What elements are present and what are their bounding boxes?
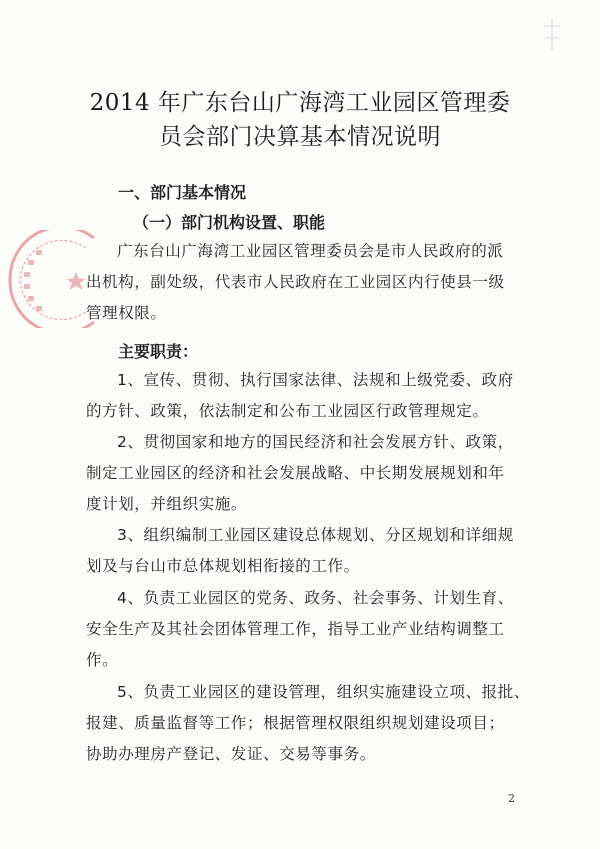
- paragraph-duty-1: [86, 365, 526, 427]
- paragraph-line: 广东台山广海湾工业园区管理委员会是市人民政府的派: [117, 242, 504, 260]
- paragraph-line: 度计划，并组织实施。: [86, 495, 248, 513]
- paragraph-line: 1、宣传、贯彻、执行国家法律、法规和上级党委、政府: [117, 371, 514, 389]
- corner-mark-icon: [536, 14, 566, 54]
- paragraph-line: 出机构，副处级，代表市人民政府在工业园区内行使县一级: [86, 273, 505, 291]
- paragraph-line: 制定工业园区的经济和社会发展战略、中长期发展规划和年: [86, 464, 505, 482]
- paragraph-line: 安全生产及其社会团体管理工作，指导工业产业结构调整工: [86, 620, 505, 638]
- paragraph-line: 协助办理房产登记、发证、交易等事务。: [86, 745, 376, 763]
- paragraph-line: 2、贯彻国家和地方的国民经济和社会发展方针、政策，: [117, 433, 514, 451]
- paragraph-line: 作。: [86, 651, 119, 669]
- paragraph-duty-5: [86, 677, 530, 770]
- paragraph-line: 的方针、政策，依法制定和公布工业园区行政管理规定。: [86, 402, 489, 420]
- paragraph-line: 报建、质量监督等工作；根据管理权限组织规划建设项目；: [86, 714, 505, 732]
- paragraph-intro: [86, 236, 526, 329]
- paragraph-duty-3: [86, 520, 526, 582]
- heading-main-duties: 主要职责：: [118, 342, 199, 361]
- section-heading-basic-info: 一、部门基本情况: [118, 183, 247, 202]
- subsection-heading-structure: （一）部门机构设置、职能: [133, 213, 326, 232]
- document-title-line-2: 员会部门决算基本情况说明: [159, 124, 441, 150]
- paragraph-line: 划及与台山市总体规划相衔接的工作。: [86, 557, 360, 575]
- page-number: 2: [508, 792, 515, 805]
- paragraph-line: 3、组织编制工业园区建设总体规划、分区规划和详细规: [117, 526, 514, 544]
- paragraph-line: 4、负责工业园区的党务、政务、社会事务、计划生育、: [117, 589, 514, 607]
- paragraph-line: 5、负责工业园区的建设管理，组织实施建设立项、报批、: [117, 683, 530, 701]
- paragraph-duty-4: [86, 583, 526, 676]
- document-title-line-1: 2014 年广东台山广海湾工业园区管理委: [89, 90, 511, 116]
- paragraph-line: 管理权限。: [86, 304, 167, 322]
- red-seal-stamp: [6, 230, 98, 328]
- paragraph-duty-2: [86, 427, 526, 520]
